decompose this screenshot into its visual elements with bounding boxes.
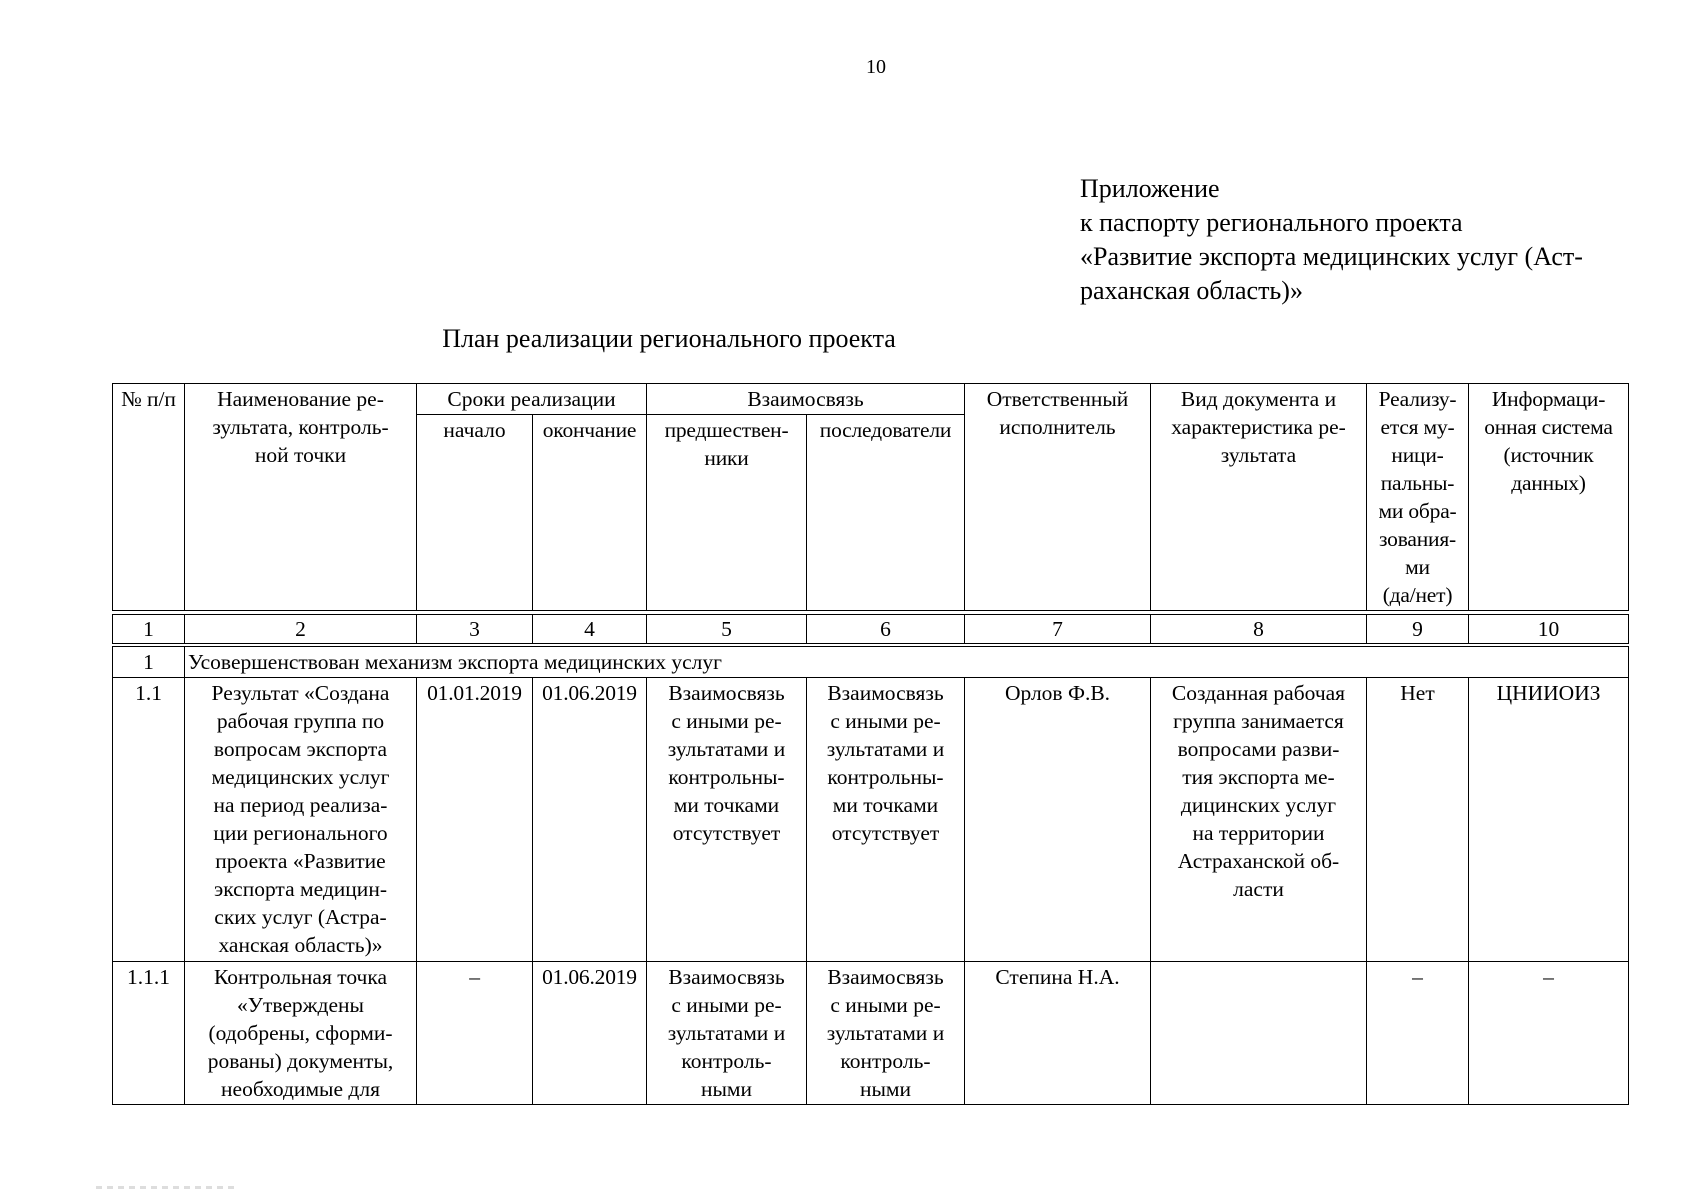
row-info-system: ЦНИИОИЗ (1469, 678, 1629, 962)
row-responsible: Орлов Ф.В. (965, 678, 1151, 962)
header-name: Наименование ре- зультата, контроль- ной точки (185, 384, 417, 611)
section-num: 1 (113, 647, 185, 678)
header-doc-type: Вид документа и характеристика ре- зультата (1151, 384, 1367, 611)
column-number: 3 (417, 615, 533, 644)
header-end: окончание (533, 415, 647, 611)
header-table (112, 383, 1629, 611)
column-number: 4 (533, 615, 647, 644)
header-predecessors: предшествен- ники (647, 415, 807, 611)
row-successors: Взаимосвязь с иными ре- зультатами и контрольны- ми точками отсутствует (807, 678, 965, 962)
row-name: Результат «Создана рабочая группа по вопросам экспорта медицинских услуг на период реализа- ции регионального проекта «Развитие экспорта медицин- ских услуг (Астра- ханская область)» (185, 678, 417, 962)
section-row (113, 647, 1629, 678)
table-row (113, 678, 1629, 962)
appendix-line: «Развитие экспорта медицинских услуг (Аст- (1080, 242, 1583, 271)
appendix-line: к паспорту регионального проекта (1080, 208, 1463, 237)
row-end: 01.06.2019 (533, 678, 647, 962)
appendix-block (1080, 172, 1670, 308)
header-num: № п/п (113, 384, 185, 611)
column-numbers-table (112, 614, 1629, 644)
column-number: 10 (1469, 615, 1629, 644)
header-successors: последователи (807, 415, 965, 611)
header-responsible: Ответственный исполнитель (965, 384, 1151, 611)
plan-title: План реализации регионального проекта (442, 324, 896, 353)
plan-table (112, 646, 1629, 1105)
header-start: начало (417, 415, 533, 611)
table-row (113, 962, 1629, 1105)
header-terms: Сроки реализации (417, 384, 647, 415)
appendix-line: Приложение (1080, 174, 1220, 203)
row-predecessors: Взаимосвязь с иными ре- зультатами и контрольны- ми точками отсутствует (647, 678, 807, 962)
row-num: 1.1.1 (113, 962, 185, 1105)
row-end: 01.06.2019 (533, 962, 647, 1105)
row-successors: Взаимосвязь с иными ре- зультатами и контроль- ными (807, 962, 965, 1105)
row-predecessors: Взаимосвязь с иными ре- зультатами и контроль- ными (647, 962, 807, 1105)
column-number: 5 (647, 615, 807, 644)
page-number: 10 (866, 56, 886, 78)
column-number: 8 (1151, 615, 1367, 644)
row-municipal: – (1367, 962, 1469, 1105)
header-municipal: Реализу- ется му- ници- пальны- ми обра- зования- ми (да/нет) (1367, 384, 1469, 611)
row-num: 1.1 (113, 678, 185, 962)
column-number: 1 (113, 615, 185, 644)
row-start: – (417, 962, 533, 1105)
appendix-line: раханская область)» (1080, 276, 1303, 305)
row-doc-type: Созданная рабочая группа занимается вопросами разви- тия экспорта ме- дицинских услуг на территории Астраханской об- ласти (1151, 678, 1367, 962)
row-info-system: – (1469, 962, 1629, 1105)
header-info-system: Информаци- онная система (источник данных) (1469, 384, 1629, 611)
section-title: Усовершенствован механизм экспорта медицинских услуг (185, 647, 1629, 678)
column-number: 7 (965, 615, 1151, 644)
row-responsible: Степина Н.А. (965, 962, 1151, 1105)
column-number: 2 (185, 615, 417, 644)
header-relation: Взаимосвязь (647, 384, 965, 415)
row-start: 01.01.2019 (417, 678, 533, 962)
row-name: Контрольная точка «Утверждены (одобрены, сформи- рованы) документы, необходимые для (185, 962, 417, 1105)
column-number: 6 (807, 615, 965, 644)
scan-artifact (96, 1186, 236, 1189)
column-number: 9 (1367, 615, 1469, 644)
row-doc-type (1151, 962, 1367, 1105)
row-municipal: Нет (1367, 678, 1469, 962)
